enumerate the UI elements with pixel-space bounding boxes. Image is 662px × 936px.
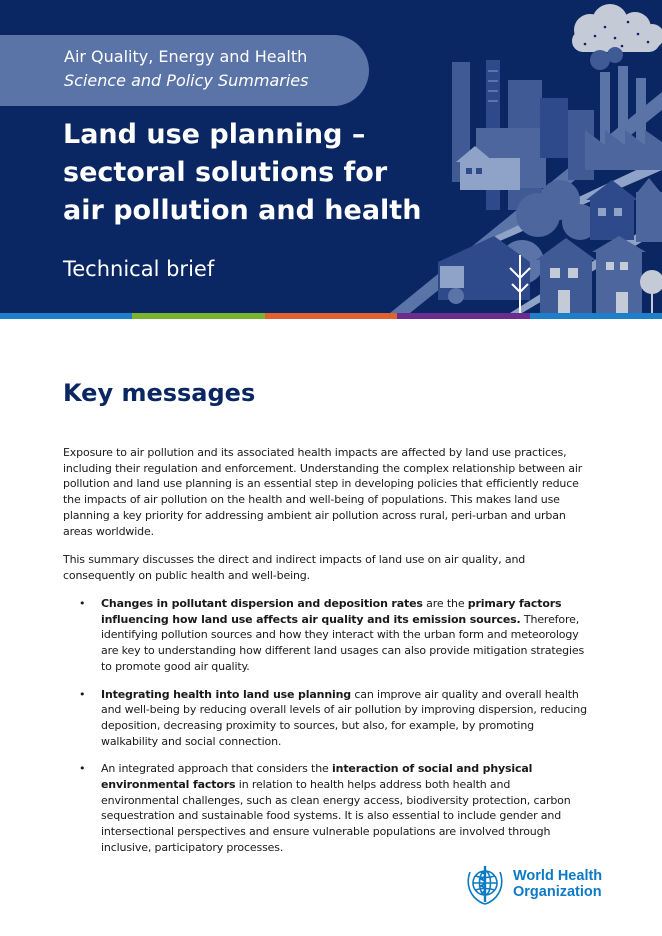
stripe-segment-green (132, 313, 264, 319)
list-item (63, 761, 587, 855)
who-logo (462, 862, 612, 908)
document-title-line-2: sectoral solutions for (63, 157, 388, 188)
stripe-segment-blue-2 (530, 313, 662, 319)
bullet-text: Therefore, identifying pollution sources and how they interact with the urban form and meteorology are key to understanding how different land usages can also provide mitigation strategies to promote good air quality. (101, 612, 585, 673)
key-messages-list (63, 596, 587, 856)
who-name (513, 868, 602, 900)
stripe-segment-blue (0, 313, 132, 319)
series-title: Air Quality, Energy and Health (64, 47, 308, 66)
list-item (63, 596, 587, 675)
stripe-segment-purple (397, 313, 529, 319)
document-title (63, 116, 421, 230)
intro-paragraph: Exposure to air pollution and its associated health impacts are affected by land use practices, including their regulation and enforcement. Understanding the complex relationship between air pollution and land use planning is an essential step in developing policies that efficiently reduce the impacts of air pollution on the health and well-being of populations. This makes land use planning a key priority for addressing ambient air pollution across rural, peri-urban and urban areas worldwide. (63, 446, 583, 538)
color-stripe (0, 313, 662, 319)
who-name-line-1: World Health (513, 868, 603, 884)
document-title-line-3: air pollution and health (63, 195, 422, 226)
document-type: Technical brief (63, 257, 215, 281)
cover-banner (0, 0, 662, 313)
bullet-bold-text: Integrating health into land use planning (101, 687, 352, 701)
document-title-line-1: Land use planning – (63, 119, 366, 150)
series-subtitle: Science and Policy Summaries (64, 71, 309, 90)
list-item (63, 687, 587, 750)
bullet-text: in relation to health helps address both health and environmental challenges, such as clean energy access, biodiversity protection, carbon sequestration and sustainable food systems. It is also essential to include gender and intersectional perspectives and ensure vulnerable populations are involved through inclusive, participatory processes. (101, 778, 571, 854)
bullet-marker: • (79, 687, 86, 701)
bullet-text: are the (422, 597, 468, 610)
who-name-line-2: Organization (513, 884, 602, 900)
bullet-marker: • (79, 762, 86, 776)
bullet-bold-text: interaction of social and physical environmental factors (101, 762, 533, 792)
bullet-text: can improve air quality and overall health and well-being by reducing overall levels of air pollution by improving dispersion, reducing deposition, decreasing proximity to sources, but also, for example, by promoting walkability and social connection. (101, 687, 587, 748)
city-skyline-icon (390, 0, 662, 313)
stripe-segment-orange (265, 313, 397, 319)
bullet-bold-text: Changes in pollutant dispersion and deposition rates (101, 597, 423, 610)
summary-paragraph: This summary discusses the direct and indirect impacts of land use on air quality, and consequently on public health and well-being. (63, 553, 526, 582)
bullet-marker: • (79, 597, 86, 610)
bullet-bold-text: primary factors influencing how land use affects air quality and its emission sources. (101, 597, 562, 626)
who-emblem-icon (462, 862, 508, 908)
bullet-text: An integrated approach that considers the (101, 762, 333, 776)
section-heading: Key messages (63, 379, 256, 407)
